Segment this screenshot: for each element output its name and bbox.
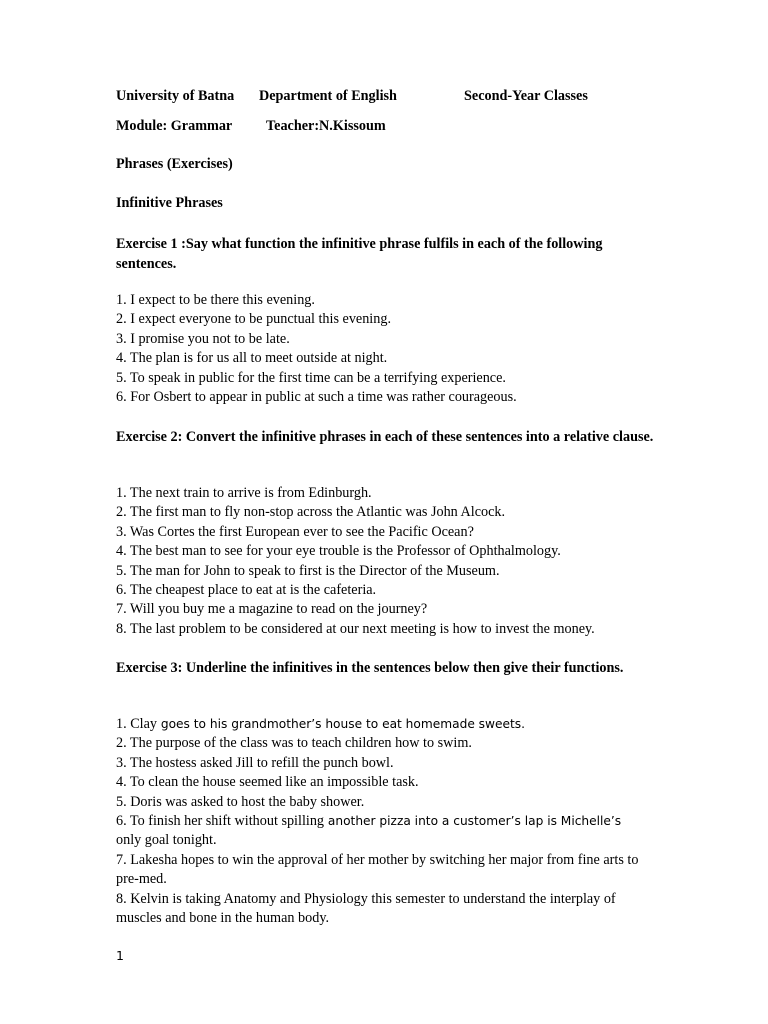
list-item: 4. The best man to see for your eye trouble is the Professor of Ophthalmology. <box>116 543 561 560</box>
list-item: 2. The purpose of the class was to teach children how to swim. <box>116 735 472 752</box>
exercise-1-list <box>116 291 656 407</box>
list-item: 7. Lakesha hopes to win the approval of her mother by switching her major from fine arts to pre-med. <box>116 851 639 888</box>
exercise-2-list <box>116 484 656 639</box>
list-item: 1. Clay goes to his grandmother’s house to eat homemade sweets. <box>116 716 526 732</box>
exercise-3-instruction: Exercise 3: Underline the infinitives in the sentences below then give their functions. <box>116 660 624 676</box>
list-item: 3. Was Cortes the first European ever to see the Pacific Ocean? <box>116 523 474 540</box>
list-item: 6. The cheapest place to eat at is the cafeteria. <box>116 582 377 599</box>
list-item: 2. I expect everyone to be punctual this evening. <box>116 311 391 328</box>
list-item: 3. I promise you not to be late. <box>116 330 290 347</box>
list-item: 7. Will you buy me a magazine to read on the journey? <box>116 601 428 618</box>
subsection-title: Infinitive Phrases <box>116 195 223 211</box>
section-title: Phrases (Exercises) <box>116 156 233 172</box>
list-item: 4. The plan is for us all to meet outside at night. <box>116 350 388 367</box>
list-item: 5. The man for John to speak to first is the Director of the Museum. <box>116 562 500 579</box>
class-level: Second-Year Classes <box>464 88 588 104</box>
page-number: 1 <box>116 948 124 963</box>
department-name: Department of English <box>259 88 397 104</box>
list-item: 1. I expect to be there this evening. <box>116 292 315 308</box>
list-item: 4. To clean the house seemed like an impossible task. <box>116 774 419 791</box>
list-item: 8. Kelvin is taking Anatomy and Physiology this semester to understand the interplay of muscles and bone in the human body. <box>116 890 616 927</box>
list-item: 3. The hostess asked Jill to refill the punch bowl. <box>116 754 394 771</box>
teacher-name: Teacher:N.Kissoum <box>266 118 386 134</box>
university-name: University of Batna <box>116 88 235 104</box>
exercise-3-list <box>116 715 656 928</box>
list-item: 6. For Osbert to appear in public at such a time was rather courageous. <box>116 389 517 406</box>
list-item: 5. Doris was asked to host the baby shower. <box>116 793 365 810</box>
list-item: 2. The first man to fly non-stop across the Atlantic was John Alcock. <box>116 504 506 521</box>
list-item: 8. The last problem to be considered at our next meeting is how to invest the money. <box>116 620 595 637</box>
list-item: 6. To finish her shift without spilling another pizza into a customer’s lap is Michelle’s only goal tonight. <box>116 813 622 849</box>
list-item: 5. To speak in public for the first time can be a terrifying experience. <box>116 369 506 386</box>
module-name: Module: Grammar <box>116 118 233 134</box>
exercise-1-instruction: Exercise 1 :Say what function the infinitive phrase fulfils in each of the following sentences. <box>116 236 603 272</box>
list-item: 1. The next train to arrive is from Edinburgh. <box>116 485 372 501</box>
exercise-2-instruction: Exercise 2: Convert the infinitive phrases in each of these sentences into a relative clause. <box>116 429 654 445</box>
